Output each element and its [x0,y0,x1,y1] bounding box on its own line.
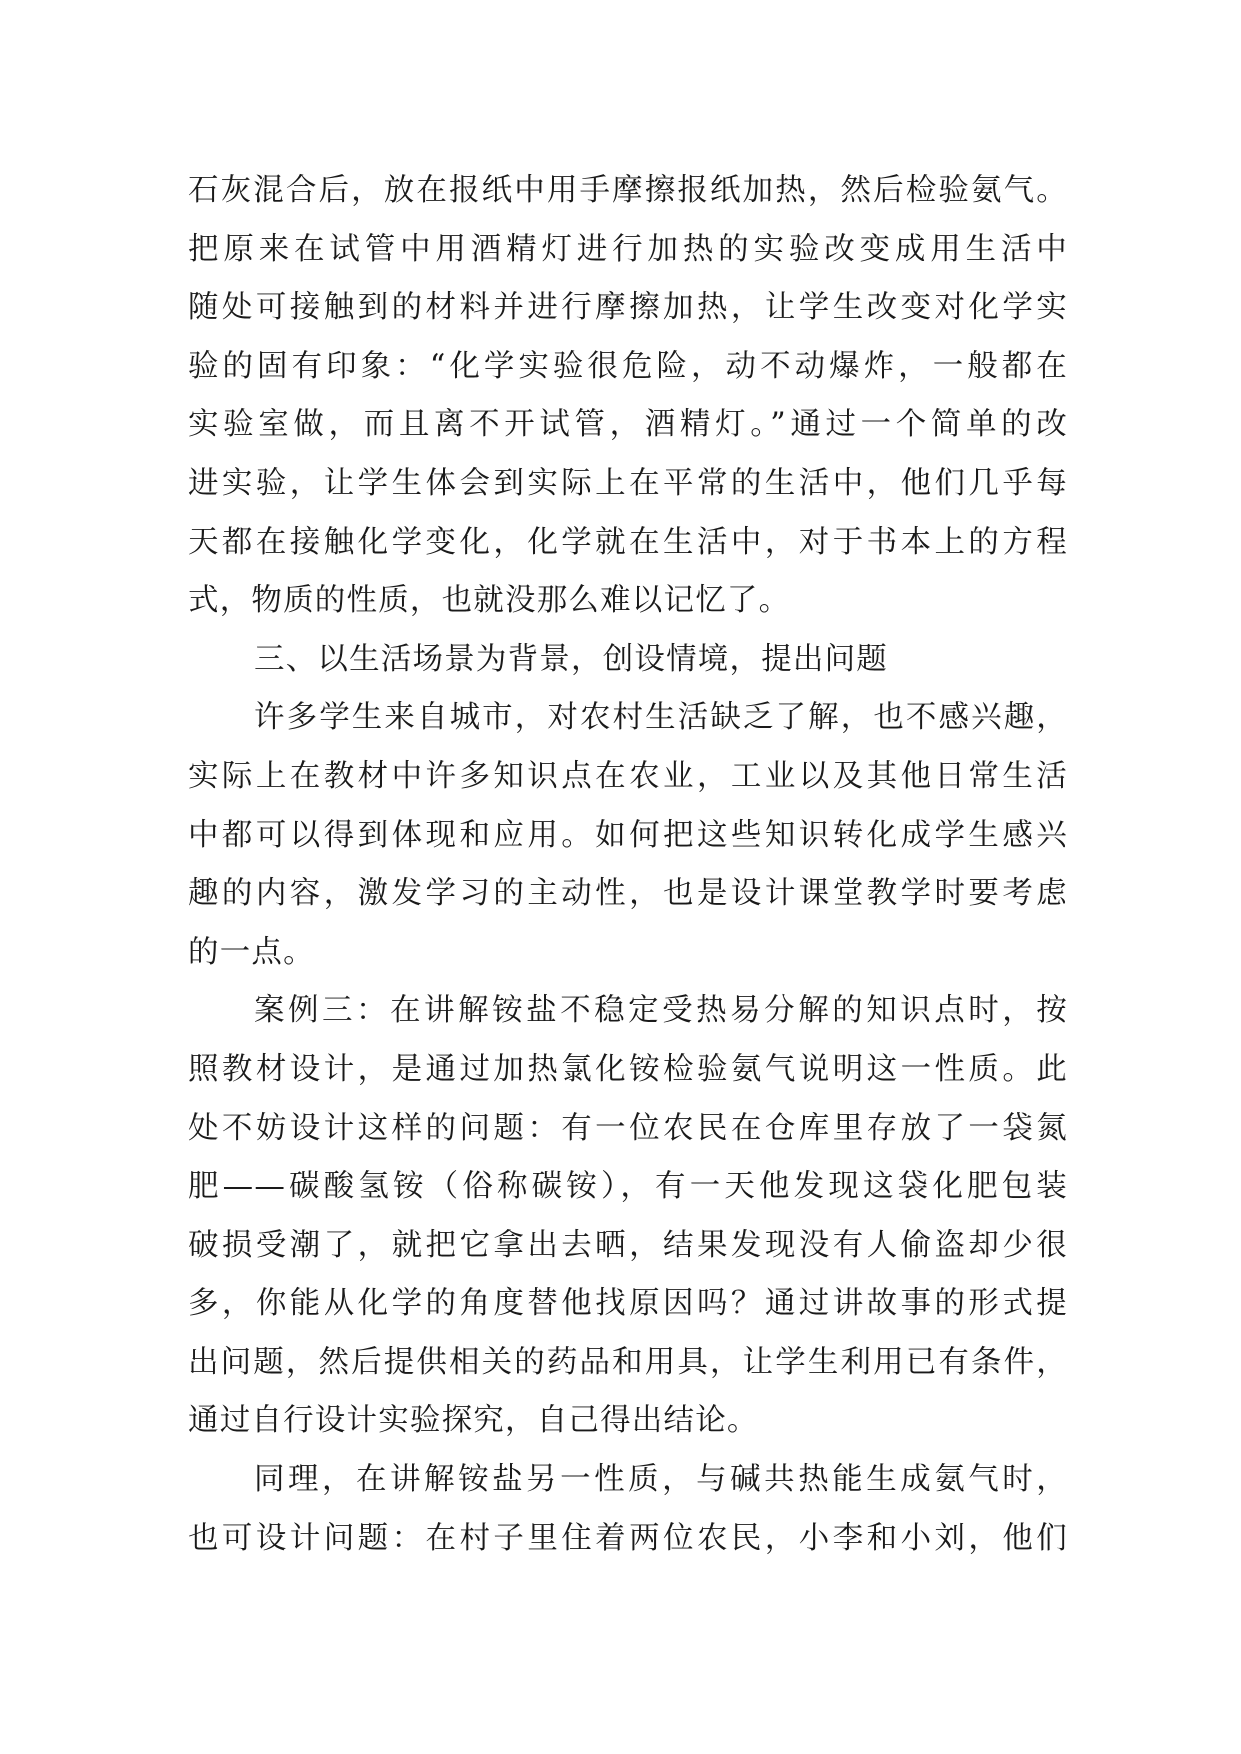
text-line: 把原来在试管中用酒精灯进行加热的实验改变成用生活中 [188,231,1068,267]
text-line: 也可设计问题：在村子里住着两位农民，小李和小刘，他们 [188,1520,1068,1556]
text-line: 的一点。 [188,934,315,970]
text-line: 案例三：在讲解铵盐不稳定受热易分解的知识点时，按 [254,993,1068,1029]
text-line: 同理，在讲解铵盐另一性质，与碱共热能生成氨气时， [254,1462,1068,1498]
text-line: 中都可以得到体现和应用。如何把这些知识转化成学生感兴 [188,817,1068,853]
text-line: 验的固有印象：“化学实验很危险，动不动爆炸，一般都在 [188,348,1068,384]
text-line: 趣的内容，激发学习的主动性，也是设计课堂教学时要考虑 [188,876,1068,912]
text-line: 式，物质的性质，也就没那么难以记忆了。 [188,583,791,619]
text-line: 多，你能从化学的角度替他找原因吗？通过讲故事的形式提 [188,1286,1068,1322]
text-line: 实际上在教材中许多知识点在农业，工业以及其他日常生活 [188,758,1068,794]
text-line: 进实验，让学生体会到实际上在平常的生活中，他们几乎每 [188,465,1068,501]
text-line: 随处可接触到的材料并进行摩擦加热，让学生改变对化学实 [188,290,1068,326]
text-line: 实验室做，而且离不开试管，酒精灯。”通过一个简单的改 [188,407,1068,443]
text-line: 许多学生来自城市，对农村生活缺乏了解，也不感兴趣， [254,700,1068,736]
text-line: 出问题，然后提供相关的药品和用具，让学生利用已有条件， [188,1344,1068,1380]
text-line: 肥——碳酸氢铵（俗称碳铵），有一天他发现这袋化肥包装 [188,1169,1068,1205]
text-line: 处不妨设计这样的问题：有一位农民在仓库里存放了一袋氮 [188,1110,1068,1146]
text-line: 天都在接触化学变化，化学就在生活中，对于书本上的方程 [188,524,1068,560]
text-line: 通过自行设计实验探究，自己得出结论。 [188,1403,759,1439]
text-line: 照教材设计，是通过加热氯化铵检验氨气说明这一性质。此 [188,1051,1068,1087]
text-line: 破损受潮了，就把它拿出去晒，结果发现没有人偷盗却少很 [188,1227,1068,1263]
section-heading: 三、以生活场景为背景，创设情境，提出问题 [254,641,888,677]
text-line: 石灰混合后，放在报纸中用手摩擦报纸加热，然后检验氨气。 [188,173,1068,208]
body-text [188,162,1068,1568]
